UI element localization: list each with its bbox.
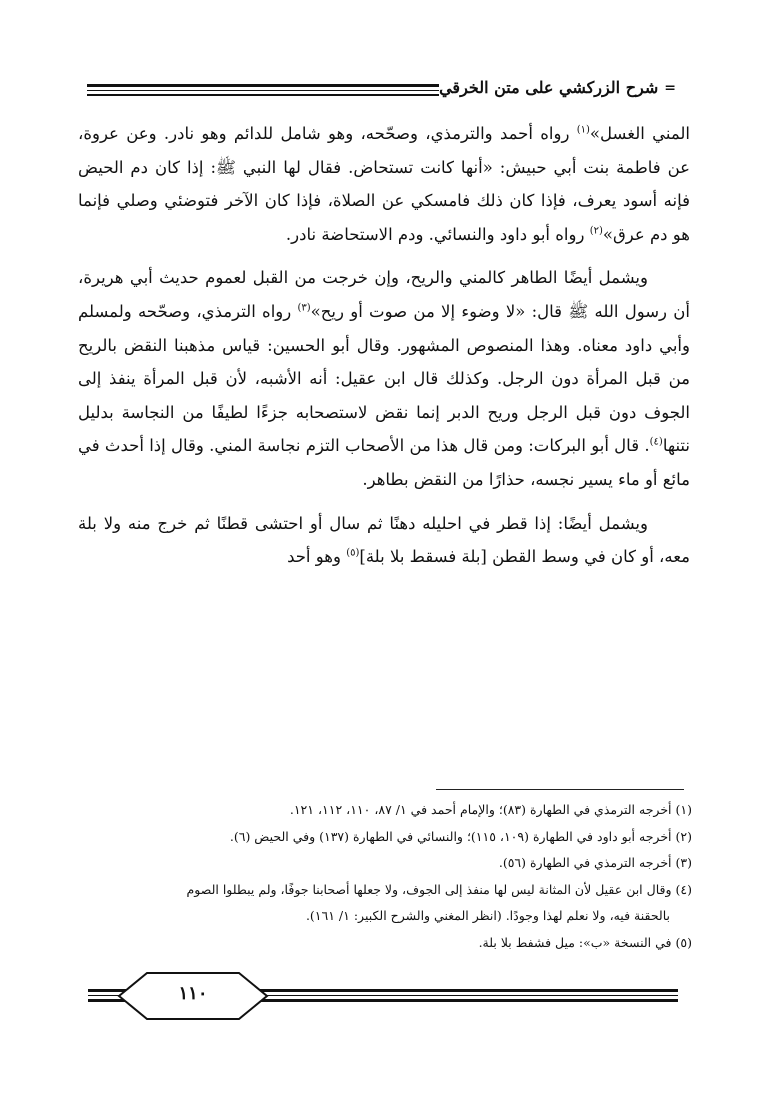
- footnote-ref-2[interactable]: (٢): [589, 225, 603, 237]
- running-header: [439, 78, 676, 97]
- footnote-3: (٣) أخرجه الترمذي في الطهارة (٥٦).: [498, 855, 692, 870]
- footnote-4: (٤) وقال ابن عقيل لأن المثانة ليس لها منفذ إلى الجوف، ولا جعلها أصحابنا جوفًا، ولم يبطلوا الصوم: [186, 881, 692, 897]
- paragraph-2-part-a: ويشمل أيضًا الطاهر كالمني والريح، وإن خرجت من القبل لعموم حديث أبي هريرة، أن رسول الله ﷺ قال: «لا وضوء إلا من صوت أو ريح»: [78, 268, 690, 321]
- paragraph-3-part-b: وهو أحد: [287, 547, 347, 567]
- main-text: [78, 117, 690, 574]
- header-mark: =: [664, 79, 676, 96]
- footnote-1: (١) أخرجه الترمذي في الطهارة (٨٣)؛ والإمام أحمد في ١/ ٨٧، ١١٠، ١١٢، ١٢١.: [289, 802, 692, 817]
- paragraph-1: [78, 117, 690, 251]
- footnote-5: (٥) في النسخة «ب»: ميل فشفط بلا بلة.: [478, 934, 692, 950]
- footnote-2: (٢) أخرجه أبو داود في الطهارة (١٠٩، ١١٥)؛ والنسائي في الطهارة (١٣٧) وفي الحيض (٦).: [229, 828, 692, 844]
- paragraph-1-part-b: رواه أحمد والترمذي، وصحّحه، وهو شامل للدائم وهو نادر. وعن عروة، عن فاطمة بنت أبي حبيش: «أنها كانت تستحاض. فقال لها النبي ﷺ: إذا كان دم الحيض فإنه أسود يعرف، فإذا كان ذلك فامسكي عن الصلاة، فإذا كان الآخر فتوضئي وصلي فإنما هو دم عرق»: [78, 124, 690, 244]
- page-number: ١١٠: [178, 983, 208, 1004]
- footnote-ref-1[interactable]: (١): [576, 124, 590, 136]
- paragraph-2-part-b: رواه الترمذي، وصحّحه ولمسلم وأبي داود معناه. وهذا المنصوص المشهور. وقال أبو الحسين: قياس مذهبنا النقض بالريح من قبل المرأة دون الرجل. وكذلك قال ابن عقيل: أنه الأشبه، لأن قبل المرأة ينفذ إلى الجوف دون قبل الرجل وريح الدبر إنما نقض لاستصحابه جزءًا لطيفًا من النجاسة بدليل نتنها: [78, 301, 690, 456]
- paragraph-1-part-a: المني الغسل»: [589, 124, 690, 143]
- header-title: شرح الزركشي على متن الخرقي: [439, 78, 659, 97]
- footnote-4-continued: بالحقنة فيه، ولا نعلم لهذا وجودًا. (انظر المغني والشرح الكبير: ١/ ١٦١).: [305, 908, 670, 923]
- footnote-ref-4[interactable]: (٤): [649, 436, 663, 448]
- paragraph-1-part-c: رواه أبو داود والنسائي. ودم الاستحاضة نادر.: [285, 224, 590, 244]
- footnote-ref-3[interactable]: (٣): [297, 302, 311, 314]
- footnote-separator: [436, 789, 684, 790]
- header-rule: [87, 84, 439, 96]
- footnotes: [80, 797, 692, 956]
- footnote-ref-5[interactable]: (٥): [346, 547, 360, 559]
- paragraph-2-part-c: . قال أبو البركات: ومن قال هذا من الأصحاب التزم نجاسة المني. وقال إذا أحدث في مائع أو ماء يسير نجسه، حذارًا من النقض بطاهر.: [78, 436, 690, 489]
- paragraph-2: [78, 261, 690, 496]
- paragraph-3: [78, 507, 690, 574]
- paragraph-3-part-a: ويشمل أيضًا: إذا قطر في احليله دهنًا ثم سال أو احتشى قطنًا ثم خرج منه ولا بلة معه، أو كان في وسط القطن [بلة فسقط بلا بلة]: [78, 513, 690, 567]
